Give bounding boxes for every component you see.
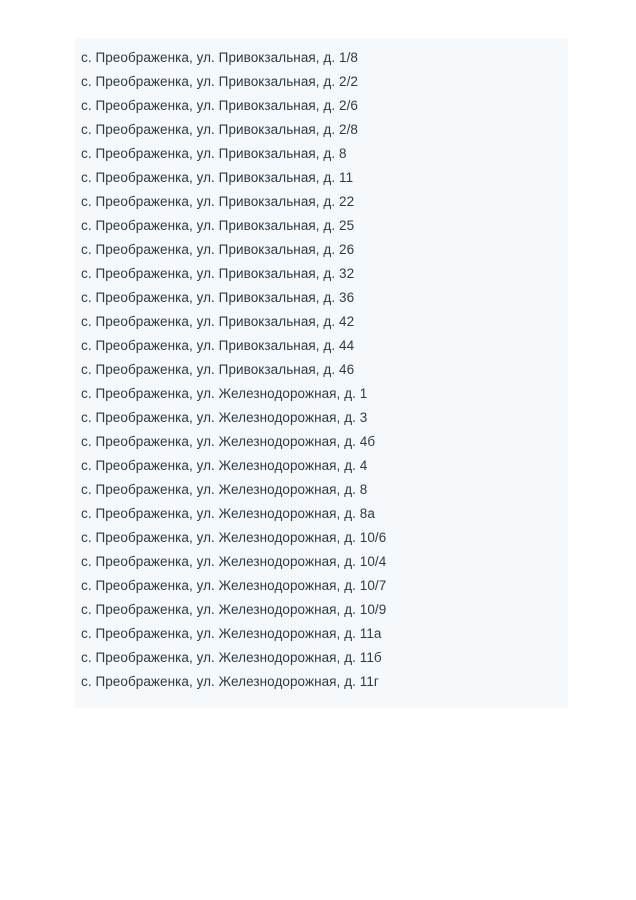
- address-list-item: с. Преображенка, ул. Железнодорожная, д. 1: [81, 386, 368, 401]
- address-list-item: с. Преображенка, ул. Привокзальная, д. 2/6: [81, 98, 358, 113]
- address-list-item: с. Преображенка, ул. Железнодорожная, д. 10/4: [81, 554, 387, 569]
- address-list-item: с. Преображенка, ул. Привокзальная, д. 2/8: [81, 122, 358, 137]
- address-list-item: с. Преображенка, ул. Привокзальная, д. 25: [81, 218, 355, 233]
- address-list-item: с. Преображенка, ул. Железнодорожная, д. 8а: [81, 506, 375, 521]
- address-list-item: с. Преображенка, ул. Железнодорожная, д. 11б: [81, 650, 382, 665]
- address-list-item: с. Преображенка, ул. Железнодорожная, д. 10/9: [81, 602, 387, 617]
- address-list-item: с. Преображенка, ул. Привокзальная, д. 26: [81, 242, 355, 257]
- address-list-panel: [75, 38, 568, 708]
- address-list-item: с. Преображенка, ул. Железнодорожная, д. 4: [81, 458, 368, 473]
- address-list-item: с. Преображенка, ул. Привокзальная, д. 46: [81, 362, 355, 377]
- address-list-item: с. Преображенка, ул. Привокзальная, д. 2/2: [81, 74, 358, 89]
- address-list-item: с. Преображенка, ул. Железнодорожная, д. 3: [81, 410, 368, 425]
- address-list-item: с. Преображенка, ул. Привокзальная, д. 8: [81, 146, 347, 161]
- address-list-item: с. Преображенка, ул. Привокзальная, д. 36: [81, 290, 355, 305]
- address-list-item: с. Преображенка, ул. Железнодорожная, д. 11а: [81, 626, 382, 641]
- address-list-item: с. Преображенка, ул. Привокзальная, д. 42: [81, 314, 355, 329]
- address-list-item: с. Преображенка, ул. Железнодорожная, д. 11г: [81, 674, 379, 689]
- address-list-item: с. Преображенка, ул. Привокзальная, д. 44: [81, 338, 355, 353]
- address-list: [75, 46, 568, 694]
- address-list-item: с. Преображенка, ул. Железнодорожная, д. 4б: [81, 434, 376, 449]
- address-list-item: с. Преображенка, ул. Железнодорожная, д. 8: [81, 482, 368, 497]
- address-list-item: с. Преображенка, ул. Железнодорожная, д. 10/7: [81, 578, 387, 593]
- address-list-item: с. Преображенка, ул. Привокзальная, д. 11: [81, 170, 354, 185]
- address-list-item: с. Преображенка, ул. Привокзальная, д. 32: [81, 266, 355, 281]
- address-list-item: с. Преображенка, ул. Привокзальная, д. 22: [81, 194, 355, 209]
- address-list-item: с. Преображенка, ул. Железнодорожная, д. 10/6: [81, 530, 387, 545]
- address-list-item: с. Преображенка, ул. Привокзальная, д. 1/8: [81, 50, 358, 65]
